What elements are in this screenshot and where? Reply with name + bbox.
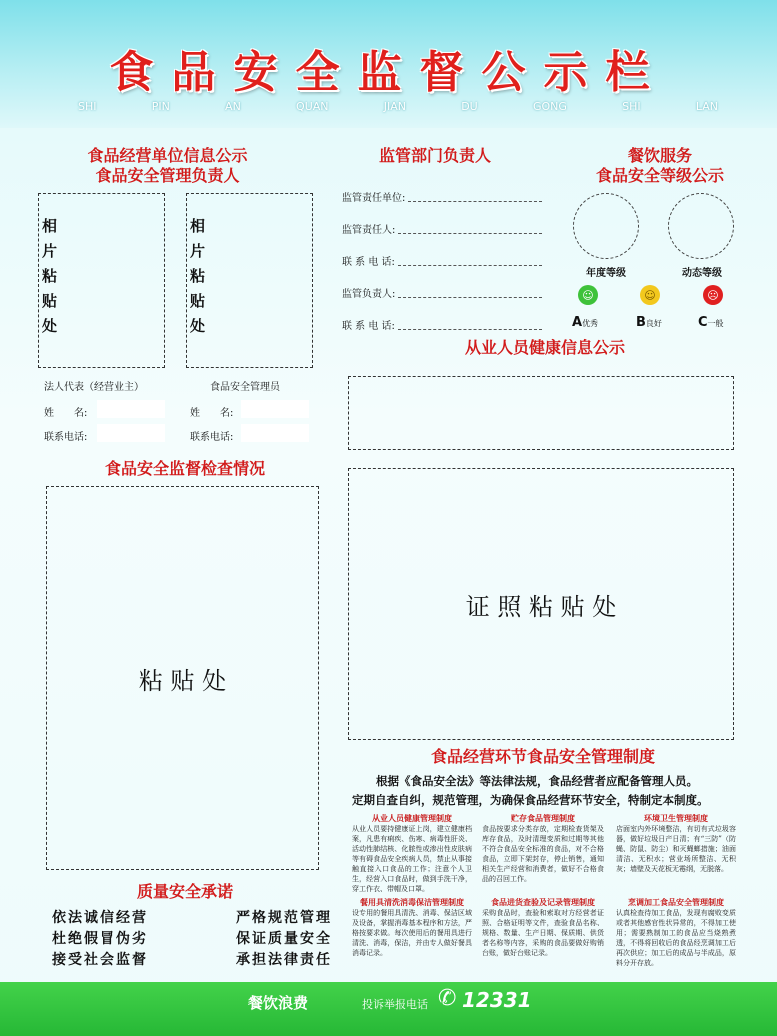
smiley-b-icon: ☺ <box>640 285 660 305</box>
annual-grade-label: 年度等级 <box>586 268 626 279</box>
manager-phone-label: 联系电话: <box>190 432 234 443</box>
supervision-field-input[interactable] <box>398 254 542 266</box>
pledge-item: 依法诚信经营 <box>52 910 148 926</box>
grade-desc: 一般 <box>707 319 724 328</box>
dynamic-grade-label: 动态等级 <box>682 268 722 279</box>
photo-box-label: 相片粘贴处 <box>40 218 58 343</box>
grade-letter: A <box>572 315 583 330</box>
annual-grade-circle[interactable] <box>573 193 639 259</box>
rating-title-line1: 餐饮服务 <box>627 146 692 165</box>
inspection-paste-label: 粘 贴 处 <box>138 666 227 695</box>
rule-head: 贮存食品管理制度 <box>511 813 575 823</box>
manager-name-label: 姓 名: <box>190 408 234 419</box>
footer-slogan: 餐饮浪费 <box>248 994 309 1012</box>
manager-name-field[interactable] <box>241 400 309 418</box>
rules-title: 食品经营环节食品安全管理制度 <box>430 747 655 766</box>
rule-body: 认真检查待加工食品，发现有腐败变质或者其他感官性状异常的，不得加工使用；需要熟制加工的食品应当烧熟煮透，不得将回收后的食品经烹调加工后再次供应；加工后的成品与半成品，原料分开存放。 <box>616 909 736 967</box>
grade-c-label <box>698 311 724 330</box>
pledge-row <box>52 908 332 929</box>
photo-box-legal-rep[interactable] <box>38 193 165 368</box>
rating-title-line2: 食品安全等级公示 <box>595 166 724 185</box>
rule-body: 采购食品时，查验和索取对方经营者证照、合格证明等文件，查验食品名称、规格、数量、生产日期、保质期、供货者名称等内容，采购的食品要做好购销台账，做好台账记录。 <box>482 909 604 957</box>
inspection-title: 食品安全监督检查情况 <box>104 459 265 478</box>
pinyin-syllable: DU <box>461 100 478 113</box>
pledge-row <box>52 950 332 971</box>
rule-head: 从业人员健康管理制度 <box>372 813 452 823</box>
photo-box-manager[interactable] <box>186 193 313 368</box>
unit-info-title-line1: 食品经营单位信息公示 <box>87 146 248 165</box>
supervision-field-input[interactable] <box>398 318 542 330</box>
supervision-field-label: 联 系 电 话: <box>342 320 395 332</box>
supervision-field-label: 监管责任单位: <box>342 192 406 204</box>
rule-block <box>352 896 472 978</box>
license-paste-label: 证 照 粘 贴 处 <box>465 592 617 621</box>
smiley-a-icon: ☺ <box>578 285 598 305</box>
phone-icon: ✆ <box>438 986 457 1011</box>
supervision-field-row <box>342 244 542 276</box>
pledge-title: 质量安全承诺 <box>136 882 233 901</box>
rule-body: 食品按要求分类存放，定期检查货架及库存食品，及时清理变质和过期等其他不符合食品安全标准的食品，对不合格食品，立即下架封存，停止销售，通知相关生产经营和消费者，做好不合格食品的召回工作。 <box>482 825 604 883</box>
manager-label: 食品安全管理员 <box>210 382 280 393</box>
manager-phone-field[interactable] <box>241 424 309 442</box>
legal-rep-name-field[interactable] <box>97 400 165 418</box>
pledge-item: 严格规范管理 <box>236 910 332 926</box>
supervision-field-row <box>342 276 542 308</box>
legal-rep-label: 法人代表（经营业主） <box>44 382 144 393</box>
rule-head: 食品进货查验及记录管理制度 <box>491 897 595 907</box>
pinyin-syllable: LAN <box>695 100 718 113</box>
supervision-field-input[interactable] <box>398 286 542 298</box>
supervision-field-row <box>342 212 542 244</box>
pledge-item: 承担法律责任 <box>236 952 332 968</box>
hotline-number: 12331 <box>462 988 532 1012</box>
pinyin-syllable: SHI <box>78 100 97 113</box>
rules-intro <box>352 772 732 810</box>
grade-desc: 优秀 <box>582 319 599 328</box>
legal-rep-name-label: 姓 名: <box>44 408 88 419</box>
rule-head: 餐用具清洗消毒保洁管理制度 <box>360 897 464 907</box>
pledge-lines <box>52 908 332 971</box>
inspection-paste-box[interactable] <box>46 486 319 870</box>
rule-body: 设专用的餐用具清洗、消毒、保洁区域及设备，掌握消毒基本程序和方法，严格按要求做。每次使用后的餐用具进行清洗、消毒，保洁，并由专人做好餐具消毒记录。 <box>352 909 472 957</box>
grade-desc: 良好 <box>645 319 662 328</box>
unit-info-title <box>30 146 305 186</box>
rules-intro-line1: 根据《食品安全法》等法律法规，食品经营者应配备管理人员。 <box>376 774 698 788</box>
frown-c-icon: ☹ <box>703 285 723 305</box>
health-title: 从业人员健康信息公示 <box>464 338 625 357</box>
supervision-field-label: 联 系 电 话: <box>342 256 395 268</box>
supervision-field-row <box>342 308 542 340</box>
supervision-field-label: 监管负责人: <box>342 288 396 300</box>
health-info-box[interactable] <box>348 376 734 450</box>
rating-title <box>560 146 760 186</box>
pinyin-syllable: AN <box>225 100 241 113</box>
rule-block <box>616 812 736 902</box>
grade-a-label <box>572 311 598 330</box>
dynamic-grade-circle[interactable] <box>668 193 734 259</box>
rule-head: 烹调加工食品安全管理制度 <box>628 897 724 907</box>
pinyin-syllable: JIAN <box>383 100 406 113</box>
rule-body: 从业人员要持健康证上岗，建立健康档案，凡患有痢疾、伤寒、病毒性肝炎、活动性肺结核、化脓性或渗出性皮肤病等有碍食品安全疾病人员，禁止从事接触直接入口食品的工作；注意个人卫生，经营入口食品时，做到手洗干净，穿工作衣、带帽及口罩。 <box>352 825 472 893</box>
page-title: 食品安全监督公示栏 <box>109 47 668 98</box>
rule-head: 环境卫生管理制度 <box>644 813 708 823</box>
grade-letter: B <box>636 315 646 330</box>
pledge-item: 杜绝假冒伪劣 <box>52 931 148 947</box>
pinyin-syllable: GONG <box>532 100 567 113</box>
rule-body: 店面室内外环境整洁，有切有式垃圾容器，做好垃圾日产日清；有“三防”（防蝇、防鼠、防尘）和灭蝇螂措施；油面清洁、无积水；营业场所整洁、无积灰；墙壁及天花板无霉纲，无脱落。 <box>616 825 736 873</box>
pinyin-syllable: PIN <box>151 100 170 113</box>
supervision-field-row <box>342 180 542 212</box>
rule-block <box>482 896 604 978</box>
unit-info-title-line2: 食品安全管理负责人 <box>95 166 240 185</box>
grade-b-label <box>636 311 662 330</box>
supervision-field-input[interactable] <box>398 222 542 234</box>
supervision-title: 监管部门负责人 <box>378 146 491 165</box>
pinyin-row <box>78 100 718 116</box>
grade-letter: C <box>698 315 708 330</box>
supervision-fields <box>342 180 542 340</box>
hotline-label: 投诉举报电话 <box>362 998 428 1011</box>
rule-block <box>616 896 736 978</box>
rules-intro-line2: 定期自查自纠，规范管理，为确保食品经营环节安全，特制定本制度。 <box>352 793 709 807</box>
legal-rep-phone-field[interactable] <box>97 424 165 442</box>
pledge-item: 接受社会监督 <box>52 952 148 968</box>
rule-block <box>482 812 604 902</box>
supervision-field-input[interactable] <box>408 190 542 202</box>
legal-rep-phone-label: 联系电话: <box>44 432 88 443</box>
pledge-item: 保证质量安全 <box>236 931 332 947</box>
supervision-field-label: 监管责任人: <box>342 224 396 236</box>
rule-block <box>352 812 472 902</box>
pledge-row <box>52 929 332 950</box>
photo-box-label: 相片粘贴处 <box>188 218 206 343</box>
pinyin-syllable: SHI <box>622 100 641 113</box>
pinyin-syllable: QUAN <box>296 100 329 113</box>
license-paste-box[interactable] <box>348 468 734 740</box>
